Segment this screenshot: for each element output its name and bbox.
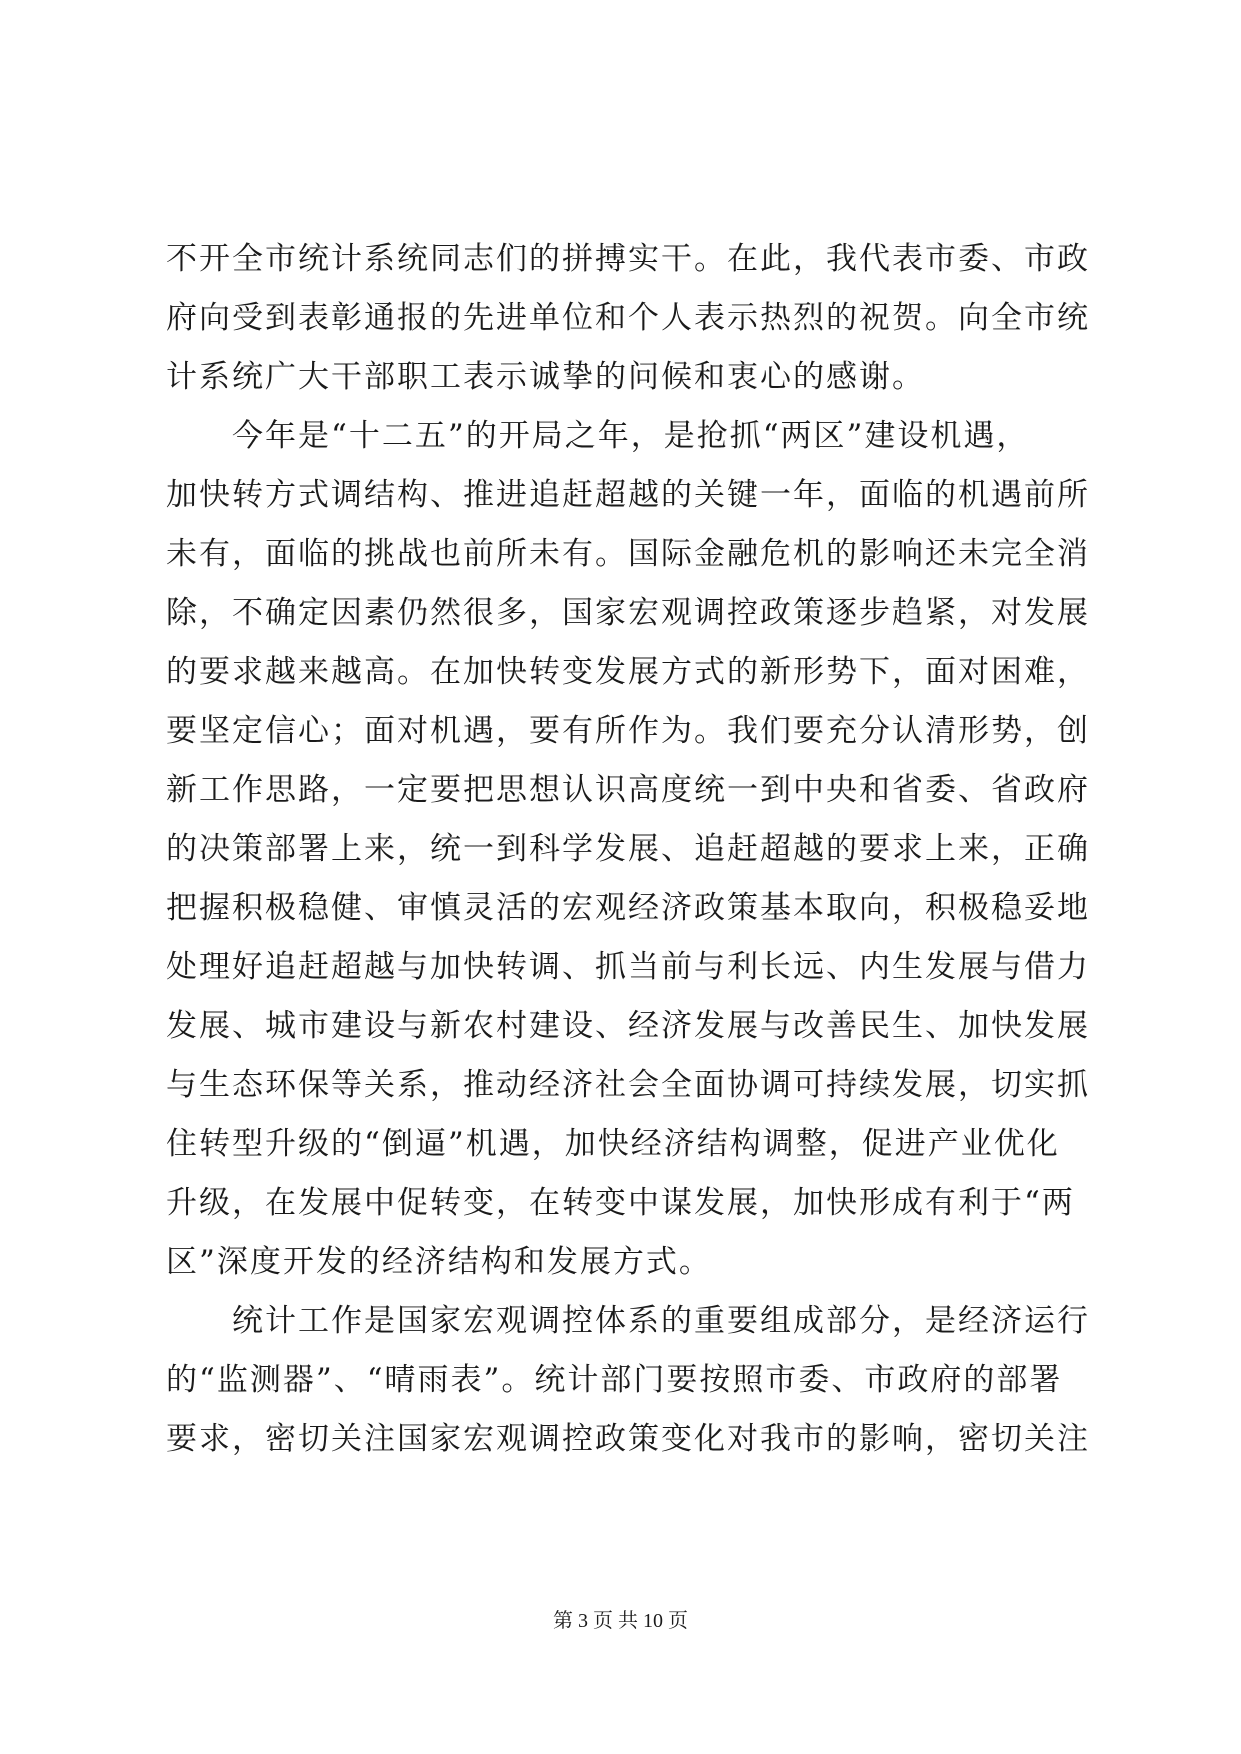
body-text [166, 230, 1090, 1469]
text-line: 把握积极稳健、审慎灵活的宏观经济政策基本取向，积极稳妥地 [166, 890, 1090, 926]
text-line: 不开全市统计系统同志们的拼搏实干。在此，我代表市委、市政 [166, 241, 1090, 277]
text-line: 要坚定信心；面对机遇，要有所作为。我们要充分认清形势，创 [166, 713, 1090, 749]
text-line: 计系统广大干部职工表示诚挚的问候和衷心的感谢。 [166, 359, 925, 395]
text-line: 区”深度开发的经济结构和发展方式。 [166, 1244, 712, 1280]
text-line: 新工作思路，一定要把思想认识高度统一到中央和省委、省政府 [166, 772, 1090, 808]
text-line: 要求，密切关注国家宏观调控政策变化对我市的影响，密切关注 [166, 1421, 1090, 1457]
text-line: 除，不确定因素仍然很多，国家宏观调控政策逐步趋紧，对发展 [166, 595, 1090, 631]
text-line: 与生态环保等关系，推动经济社会全面协调可持续发展，切实抓 [166, 1067, 1090, 1103]
text-line: 处理好追赶超越与加快转调、抓当前与利长远、内生发展与借力 [166, 949, 1090, 985]
text-line: 今年是“十二五”的开局之年，是抢抓“两区”建设机遇， [166, 418, 1030, 454]
text-line: 未有，面临的挑战也前所未有。国际金融危机的影响还未完全消 [166, 536, 1090, 572]
text-line: 府向受到表彰通报的先进单位和个人表示热烈的祝贺。向全市统 [166, 300, 1090, 336]
text-line: 的要求越来越高。在加快转变发展方式的新形势下，面对困难， [166, 654, 1090, 690]
text-line: 的决策部署上来，统一到科学发展、追赶超越的要求上来，正确 [166, 831, 1090, 867]
text-line: 的“监测器”、“晴雨表”。统计部门要按照市委、市政府的部署 [166, 1362, 1063, 1398]
text-line: 加快转方式调结构、推进追赶超越的关键一年，面临的机遇前所 [166, 477, 1090, 513]
text-line: 升级，在发展中促转变，在转变中谋发展，加快形成有利于“两 [166, 1185, 1075, 1221]
text-line: 统计工作是国家宏观调控体系的重要组成部分，是经济运行 [166, 1303, 1090, 1339]
text-line: 发展、城市建设与新农村建设、经济发展与改善民生、加快发展 [166, 1008, 1090, 1044]
page-footer: 第 3 页 共 10 页 [553, 1610, 688, 1632]
text-line: 住转型升级的“倒逼”机遇，加快经济结构调整，促进产业优化 [166, 1126, 1060, 1162]
